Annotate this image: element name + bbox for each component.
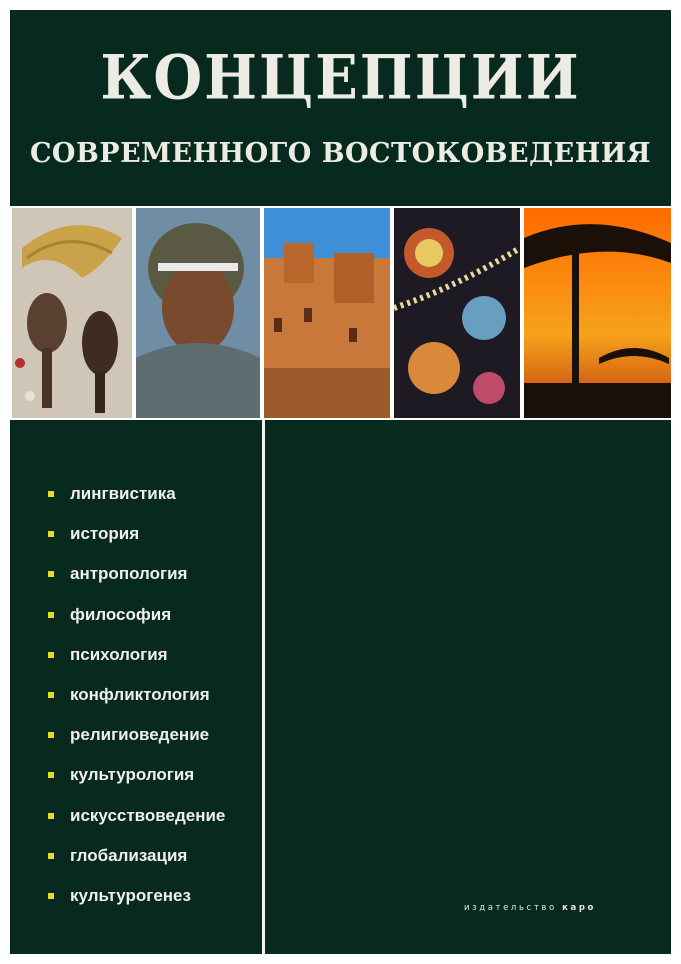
list-item	[48, 635, 225, 675]
topic-label: философия	[70, 604, 172, 624]
list-item	[48, 876, 225, 916]
topic-label: глобализация	[70, 845, 188, 865]
topic-label: конфликтология	[70, 685, 210, 705]
bullet-icon	[48, 853, 54, 859]
topic-label: лингвистика	[70, 484, 176, 504]
photo-pattern	[394, 208, 520, 418]
publisher-name: каро	[562, 903, 596, 913]
publisher-label	[464, 903, 596, 913]
list-item	[48, 755, 225, 795]
book-cover	[10, 10, 671, 954]
photo-masks	[12, 208, 132, 418]
bullet-icon	[48, 612, 54, 618]
topic-label: искусствоведение	[70, 805, 226, 825]
photo-strip	[10, 206, 671, 420]
list-item	[48, 554, 225, 594]
bullet-icon	[48, 813, 54, 819]
bullet-icon	[48, 732, 54, 738]
book-subtitle: СОВРЕМЕННОГО ВОСТОКОВЕДЕНИЯ	[29, 138, 652, 169]
book-title: КОНЦЕПЦИИ	[100, 42, 581, 114]
topic-list	[48, 474, 225, 916]
bullet-icon	[48, 692, 54, 698]
topic-label: история	[70, 524, 140, 544]
photo-savanna	[524, 208, 671, 418]
bullet-icon	[48, 652, 54, 658]
topic-label: культурология	[70, 765, 195, 785]
topic-label: религиоведение	[70, 725, 210, 745]
bullet-icon	[48, 772, 54, 778]
list-item	[48, 715, 225, 755]
list-item	[48, 796, 225, 836]
topic-label: культурогенез	[70, 885, 191, 905]
photo-portrait	[136, 208, 260, 418]
topic-label: психология	[70, 644, 168, 664]
list-item	[48, 595, 225, 635]
list-item	[48, 474, 225, 514]
list-item	[48, 836, 225, 876]
bullet-icon	[48, 531, 54, 537]
topic-label: антропология	[70, 564, 188, 584]
divider-line	[262, 420, 265, 954]
bullet-icon	[48, 571, 54, 577]
bullet-icon	[48, 491, 54, 497]
bullet-icon	[48, 893, 54, 899]
list-item	[48, 675, 225, 715]
publisher-prefix: издательство	[464, 903, 557, 913]
list-item	[48, 514, 225, 554]
photo-kasbah	[264, 208, 390, 418]
